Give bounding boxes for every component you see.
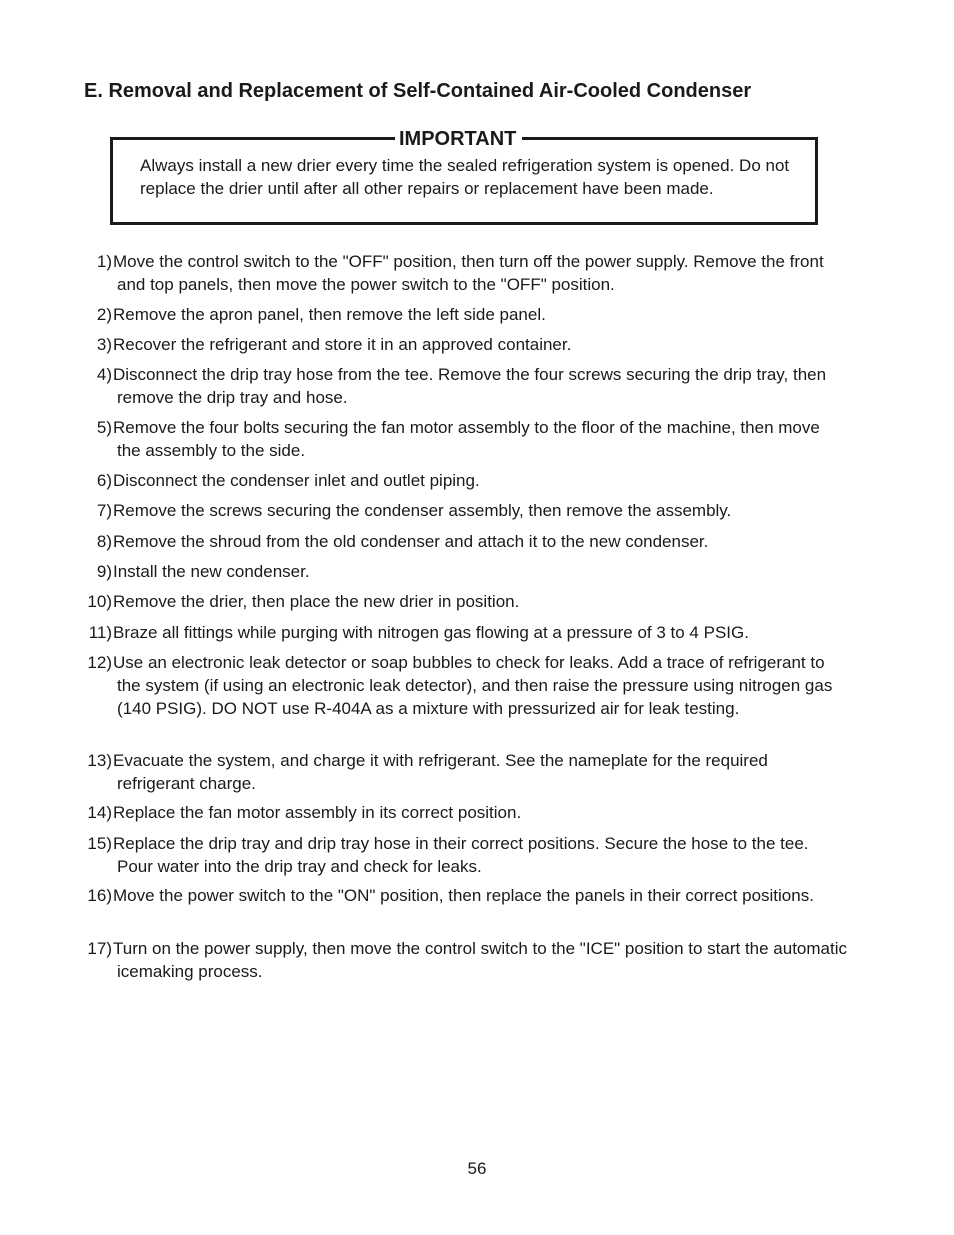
step-text: Disconnect the condenser inlet and outlet piping. [113, 471, 480, 490]
step-text: Recover the refrigerant and store it in an approved container. [113, 335, 572, 354]
step-text: Turn on the power supply, then move the control switch to the "ICE" position to start the automatic icemaking process. [113, 939, 847, 981]
step-number: 3) [96, 335, 112, 354]
step-number: 10) [87, 592, 112, 611]
step-text: Remove the drier, then place the new drier in position. [113, 592, 520, 611]
step-number: 13) [87, 751, 112, 770]
important-notice-box [110, 128, 818, 225]
step-number: 12) [87, 653, 112, 672]
step-number: 1) [96, 252, 112, 271]
step-number: 17) [87, 939, 112, 958]
step-number: 2) [96, 305, 112, 324]
step-text: Replace the drip tray and drip tray hose in their correct positions. Secure the hose to the tee. Pour water into the drip tray and check for leaks. [113, 834, 809, 876]
step-text: Remove the apron panel, then remove the left side panel. [113, 305, 546, 324]
page-number: 56 [467, 1159, 487, 1178]
step-text: Move the power switch to the "ON" position, then replace the panels in their correct positions. [113, 886, 814, 905]
step-text: Move the control switch to the "OFF" position, then turn off the power supply. Remove the front and top panels, then move the power switch to the "OFF" position. [113, 252, 824, 294]
step-number: 4) [96, 365, 112, 384]
step-number: 8) [96, 532, 112, 551]
step-number: 6) [96, 471, 112, 490]
step-text: Evacuate the system, and charge it with refrigerant. See the nameplate for the required refrigerant charge. [113, 751, 768, 793]
step-number: 7) [96, 501, 112, 520]
important-label: IMPORTANT [395, 128, 522, 150]
step-text: Disconnect the drip tray hose from the tee. Remove the four screws securing the drip tray, then remove the drip tray and hose. [113, 365, 827, 407]
step-number: 5) [96, 418, 112, 437]
step-number: 16) [87, 886, 112, 905]
step-number: 9) [96, 562, 112, 581]
step-number: 15) [87, 834, 112, 853]
step-text: Replace the fan motor assembly in its correct position. [113, 803, 522, 822]
step-number: 11) [88, 623, 112, 642]
step-text: Braze all fittings while purging with nitrogen gas flowing at a pressure of 3 to 4 PSIG. [113, 623, 749, 642]
step-text: Remove the four bolts securing the fan motor assembly to the floor of the machine, then move the assembly to the side. [113, 418, 820, 460]
section-heading: E. Removal and Replacement of Self-Contained Air-Cooled Condenser [84, 80, 752, 102]
step-text: Use an electronic leak detector or soap bubbles to check for leaks. Add a trace of refrigerant to the system (if using an electronic leak detector), and then raise the pressure using nitrogen gas (140 PSIG). DO NOT use R-404A as a mixture with pressurized air for leak testing. [113, 653, 833, 718]
step-text: Remove the screws securing the condenser assembly, then remove the assembly. [113, 501, 732, 520]
step-text: Install the new condenser. [113, 562, 310, 581]
step-number: 14) [87, 803, 112, 822]
important-text: Always install a new drier every time the sealed refrigeration system is opened. Do not replace the drier until after all other repairs or replacement have been made. [140, 156, 790, 198]
step-text: Remove the shroud from the old condenser and attach it to the new condenser. [113, 532, 709, 551]
